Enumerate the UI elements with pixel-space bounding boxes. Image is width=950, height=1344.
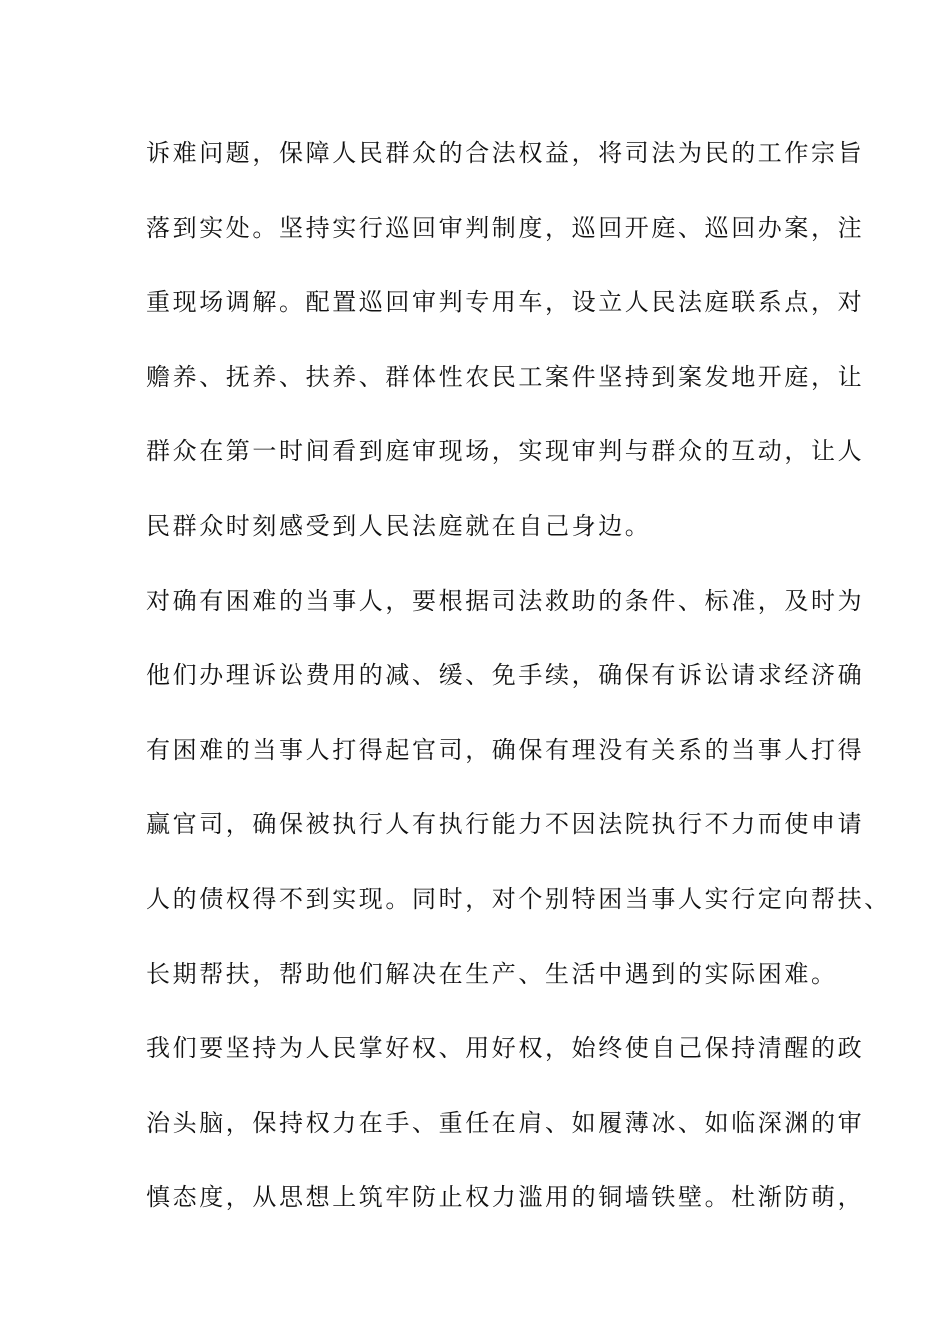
text-line: 长期帮扶，帮助他们解决在生产、生活中遇到的实际困难。 — [146, 959, 838, 988]
text-line: 他们办理诉讼费用的减、缓、免手续，确保有诉讼请求经济确 — [146, 661, 865, 690]
text-line: 重现场调解。配置巡回审判专用车，设立人民法庭联系点，对 — [146, 288, 865, 317]
text-line: 民群众时刻感受到人民法庭就在自己身边。 — [146, 511, 652, 540]
text-line: 治头脑，保持权力在手、重任在肩、如履薄冰、如临深渊的审 — [146, 1108, 865, 1137]
text-line: 我们要坚持为人民掌好权、用好权，始终使自己保持清醒的政 — [146, 1034, 865, 1063]
text-line: 赢官司，确保被执行人有执行能力不因法院执行不力而使申请 — [146, 810, 865, 839]
body-text — [146, 130, 891, 1249]
text-line: 对确有困难的当事人，要根据司法救助的条件、标准，及时为 — [146, 586, 865, 615]
text-line: 人的债权得不到实现。同时，对个别特困当事人实行定向帮扶、 — [146, 884, 891, 913]
text-line: 落到实处。坚持实行巡回审判制度，巡回开庭、巡回办案，注 — [146, 213, 865, 242]
text-line: 诉难问题，保障人民群众的合法权益，将司法为民的工作宗旨 — [146, 139, 865, 167]
text-line: 有困难的当事人打得起官司，确保有理没有关系的当事人打得 — [146, 735, 865, 764]
text-line: 赡养、抚养、扶养、群体性农民工案件坚持到案发地开庭，让 — [146, 362, 865, 391]
text-line: 群众在第一时间看到庭审现场，实现审判与群众的互动，让人 — [146, 437, 865, 466]
text-line: 慎态度，从思想上筑牢防止权力滥用的铜墙铁壁。杜渐防萌， — [146, 1183, 865, 1212]
